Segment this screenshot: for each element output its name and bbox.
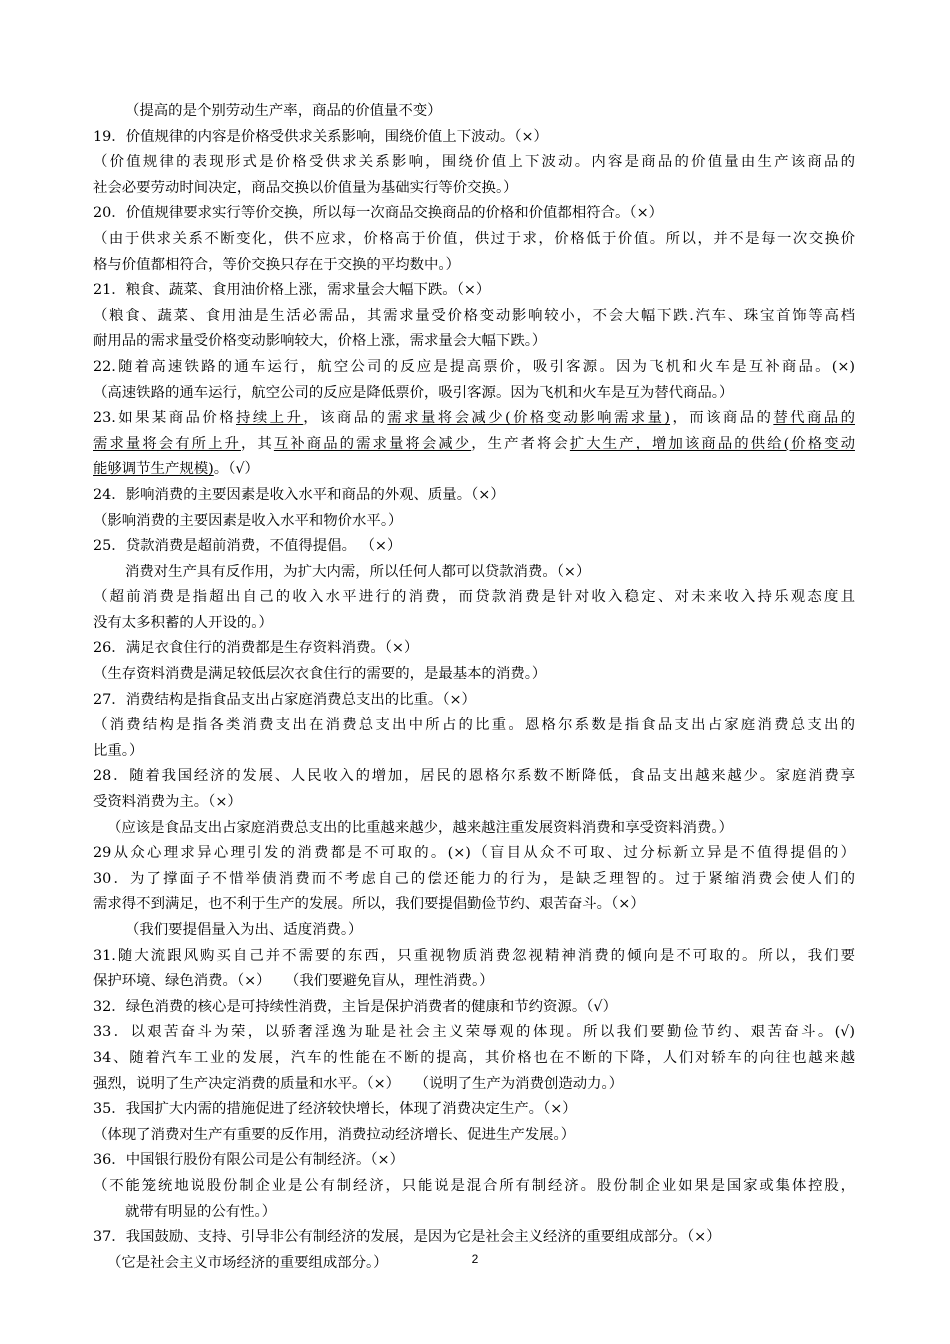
text-line: （价值规律的表现形式是价格受供求关系影响，围绕价值上下波动。内容是商品的价值量由生产该商品的 [93, 154, 855, 171]
text-line: （超前消费是指超出自己的收入水平进行的消费，而贷款消费是针对收入稳定、对未来收入持乐观态度且 [93, 589, 855, 606]
text-line: 社会必要劳动时间决定，商品交换以价值量为基础实行等价交换。） [93, 179, 518, 196]
text-line: 21．粮食、蔬菜、食用油价格上涨，需求量会大幅下跌。（×） [93, 282, 491, 299]
text-line: （消费结构是指各类消费支出在消费总支出中所占的比重。恩格尔系数是指食品支出占家庭消费总支出的 [93, 717, 855, 734]
text-line: 28．随着我国经济的发展、人民收入的增加，居民的恩格尔系数不断降低，食品支出越来越少。家庭消费享 [93, 768, 855, 785]
text-line: 36．中国银行股份有限公司是公有制经济。（×） [93, 1152, 404, 1169]
text-line: 23.如果某商品价格持续上升，该商品的需求量将会减少(价格变动影响需求量)，而该商品的替代商品的 [93, 410, 855, 427]
text-line: （粮食、蔬菜、食用油是生活必需品，其需求量受价格变动影响较小，不会大幅下跌.汽车、珠宝首饰等高档 [93, 307, 855, 324]
text-line: 34、随着汽车工业的发展，汽车的性能在不断的提高，其价格也在不断的下降，人们对轿车的向往也越来越 [93, 1049, 855, 1066]
text-line: （影响消费的主要因素是收入水平和物价水平。） [93, 512, 403, 529]
text-line: 保护环境、绿色消费。（×） （我们要避免盲从，理性消费。） [93, 973, 494, 990]
text-line: 20．价值规律要求实行等价交换，所以每一次商品交换商品的价格和价值都相符合。（×） [93, 205, 664, 222]
text-line: 耐用品的需求量受价格变动影响较大，价格上涨，需求量会大幅下跌。） [93, 333, 547, 350]
text-line: 没有太多积蓄的人开设的。） [93, 614, 273, 631]
text-line: （它是社会主义市场经济的重要组成部分。） [107, 1254, 388, 1271]
text-line: （由于供求关系不断变化，供不应求，价格高于价值，供过于求，价格低于价值。所以，并不是每一次交换价 [93, 230, 855, 247]
text-line: 24．影响消费的主要因素是收入水平和商品的外观、质量。（×） [93, 486, 505, 503]
text-line: （不能笼统地说股份制企业是公有制经济，只能说是混合所有制经济。股份制企业如果是国家或集体控股， [93, 1177, 855, 1194]
text-line: 能够调节生产规模)。（√） [93, 461, 259, 478]
text-line: 需求得不到满足，也不利于生产的发展。所以，我们要提倡勤俭节约、艰苦奋斗。（×） [93, 896, 645, 913]
text-line: 32．绿色消费的核心是可持续性消费，主旨是保护消费者的健康和节约资源。（√） [93, 998, 617, 1015]
text-line: 37．我国鼓励、支持、引导非公有制经济的发展，是因为它是社会主义经济的重要组成部分。（×） [93, 1229, 721, 1246]
text-line: （提高的是个别劳动生产率，商品的价值量不变） [125, 103, 442, 119]
document-body [93, 99, 855, 1276]
text-line: 就带有明显的公有性。） [125, 1203, 277, 1220]
text-line: 35．我国扩大内需的措施促进了经济较快增长，体现了消费决定生产。（×） [93, 1101, 577, 1118]
text-line: 31.随大流跟风购买自己并不需要的东西，只重视物质消费忽视精神消费的倾向是不可取的。所以，我们要 [93, 947, 855, 964]
text-line: 强烈，说明了生产决定消费的质量和水平。（×） （说明了生产为消费创造动力。） [93, 1075, 624, 1092]
text-line: （高速铁路的通车运行，航空公司的反应是降低票价，吸引客源。因为飞机和火车是互为替代商品。） [93, 384, 734, 401]
text-line: 25．贷款消费是超前消费，不值得提倡。 （×） [93, 538, 402, 555]
text-line: （生存资料消费是满足较低层次衣食住行的需要的，是最基本的消费。） [93, 666, 547, 683]
text-line: 33．以艰苦奋斗为荣，以骄奢淫逸为耻是社会主义荣辱观的体现。所以我们要勤俭节约、艰苦奋斗。(√) [93, 1024, 855, 1041]
text-line: 比重。） [93, 742, 144, 759]
text-line: 22.随着高速铁路的通车运行，航空公司的反应是提高票价，吸引客源。因为飞机和火车是互补商品。(×) [93, 358, 855, 375]
text-line: 27．消费结构是指食品支出占家庭消费总支出的比重。（×） [93, 691, 476, 708]
text-line: 格与价值都相符合，等价交换只存在于交换的平均数中。） [93, 256, 460, 273]
text-line: 受资料消费为主。（×） [93, 794, 242, 811]
text-line: 需求量将会有所上升，其互补商品的需求量将会减少，生产者将会扩大生产，增加该商品的供给(价格变动 [93, 435, 855, 452]
text-line: （体现了消费对生产有重要的反作用，消费拉动经济增长、促进生产发展。） [93, 1126, 576, 1143]
text-line: 19．价值规律的内容是价格受供求关系影响，围绕价值上下波动。（×） [93, 128, 548, 145]
page-number: 2 [471, 1252, 479, 1266]
text-line: 29从众心理求异心理引发的消费都是不可取的。(×)（盲目从众不可取、过分标新立异是不值得提倡的） [93, 845, 855, 862]
text-line: 26．满足衣食住行的消费都是生存资料消费。（×） [93, 640, 419, 657]
text-line: 30．为了撑面子不惜举债消费而不考虑自己的偿还能力的行为，是缺乏理智的。过于紧缩消费会使人们的 [93, 870, 855, 887]
text-line: （我们要提倡量入为出、适度消费。） [125, 922, 363, 938]
text-line: （应该是食品支出占家庭消费总支出的比重越来越少，越来越注重发展资料消费和享受资料消费。） [107, 819, 733, 836]
text-line: 消费对生产具有反作用，为扩大内需，所以任何人都可以贷款消费。（×） [125, 563, 591, 580]
